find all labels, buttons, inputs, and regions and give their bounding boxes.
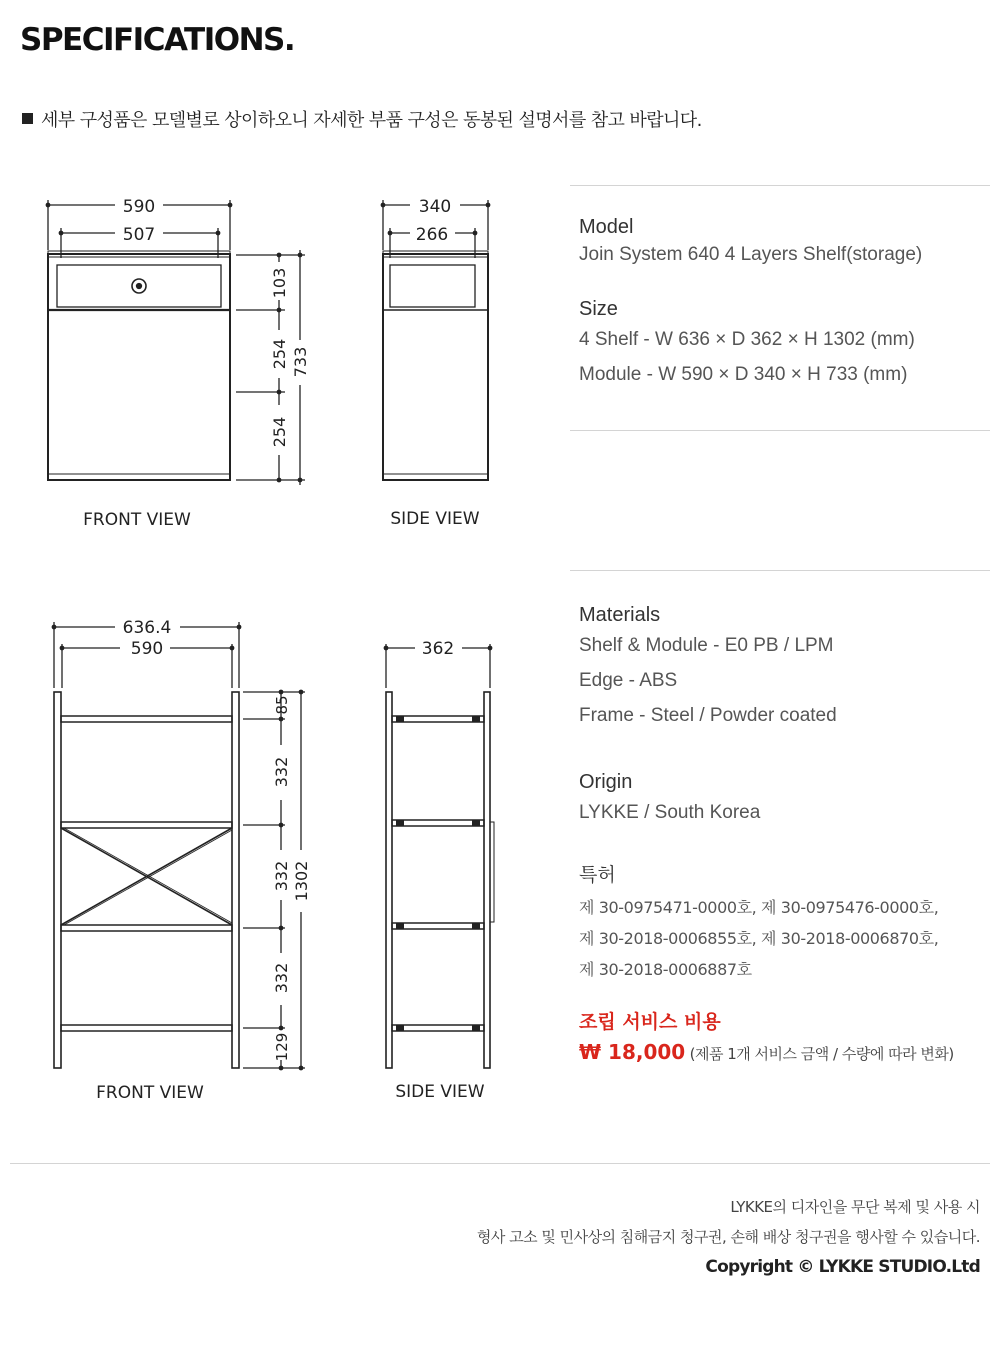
patent-line-3: 제 30-2018-0006887호	[579, 960, 752, 979]
module-dim-top: 103	[270, 267, 289, 299]
divider-top	[570, 185, 990, 186]
module-side-depth-inner: 266	[415, 225, 449, 245]
service-label: 조립 서비스 비용	[579, 1011, 721, 1033]
page-title: SPECIFICATIONS.	[20, 22, 295, 58]
patent-label: 특허	[579, 864, 616, 886]
service-note: (제품 1개 서비스 금액 / 수량에 따라 변화)	[689, 1045, 954, 1063]
module-side-view-label: SIDE VIEW	[390, 509, 480, 529]
patent-line-2: 제 30-2018-0006855호, 제 30-2018-0006870호,	[579, 929, 939, 948]
copyright: Copyright © LYKKE STUDIO.Ltd	[705, 1257, 980, 1277]
shelf-side-view-label: SIDE VIEW	[395, 1082, 485, 1102]
shelf-dim-top: 85	[273, 695, 291, 715]
module-front-width-outer: 590	[122, 197, 156, 217]
size-shelf: 4 Shelf - W 636 × D 362 × H 1302 (mm)	[579, 329, 915, 350]
shelf-front-right-post	[232, 692, 239, 1068]
module-side-depth-outer: 340	[418, 197, 452, 217]
divider-mid	[570, 430, 990, 431]
shelf-side-front-post	[386, 692, 392, 1068]
notice-text: 세부 구성품은 모델별로 상이하오니 자세한 부품 구성은 동봉된 설명서를 참고 바랍니다.	[41, 110, 702, 131]
shelf-dim-a: 332	[272, 756, 291, 788]
shelf-front-view-label: FRONT VIEW	[96, 1083, 204, 1103]
module-dim-bottom: 254	[270, 416, 289, 448]
footer-line-2: 형사 고소 및 민사상의 침해금지 청구권, 손해 배상 청구권을 행사할 수 있습니다.	[476, 1228, 980, 1246]
shelf-dim-b: 332	[272, 860, 291, 892]
divider-footer	[10, 1163, 990, 1164]
shelf-side-depth: 362	[421, 639, 455, 659]
shelf-front-width-outer: 636.4	[122, 618, 172, 638]
shelf-front-width-inner: 590	[130, 639, 164, 659]
square-bullet-icon	[22, 113, 33, 124]
size-label: Size	[579, 298, 618, 320]
assembly-notice	[22, 106, 702, 132]
shelf-drawing	[0, 600, 560, 1110]
module-side-body	[383, 254, 488, 480]
origin-label: Origin	[579, 771, 633, 793]
module-dim-total: 733	[291, 346, 310, 378]
service-price: ₩ 18,000	[579, 1040, 686, 1064]
spec-block-model	[579, 214, 989, 392]
module-front-width-inner: 507	[122, 225, 156, 245]
shelf-dim-c: 332	[272, 962, 291, 994]
model-label: Model	[579, 216, 634, 238]
shelf-front-left-post	[54, 692, 61, 1068]
module-dim-mid: 254	[270, 338, 289, 370]
footer-line-1: LYKKE의 디자인을 무단 복제 및 사용 시	[730, 1198, 980, 1216]
shelf-dim-total: 1302	[292, 860, 311, 902]
size-module: Module - W 590 × D 340 × H 733 (mm)	[579, 364, 908, 385]
footer	[477, 1192, 980, 1282]
service-price-row	[579, 1037, 989, 1070]
materials-label: Materials	[579, 604, 661, 626]
materials-shelf: Shelf & Module - E0 PB / LPM	[579, 635, 834, 656]
materials-edge: Edge - ABS	[579, 670, 678, 691]
shelf-side-back-post	[484, 692, 490, 1068]
shelf-dim-bottom: 129	[273, 1032, 291, 1062]
materials-frame: Frame - Steel / Powder coated	[579, 705, 837, 726]
model-value: Join System 640 4 Layers Shelf(storage)	[579, 244, 923, 265]
patent-line-1: 제 30-0975471-0000호, 제 30-0975476-0000호,	[579, 898, 939, 917]
spec-block-materials	[579, 602, 989, 1070]
module-drawing	[0, 180, 560, 550]
origin-value: LYKKE / South Korea	[579, 802, 761, 823]
divider-lower	[570, 570, 990, 571]
module-front-view-label: FRONT VIEW	[83, 510, 191, 530]
